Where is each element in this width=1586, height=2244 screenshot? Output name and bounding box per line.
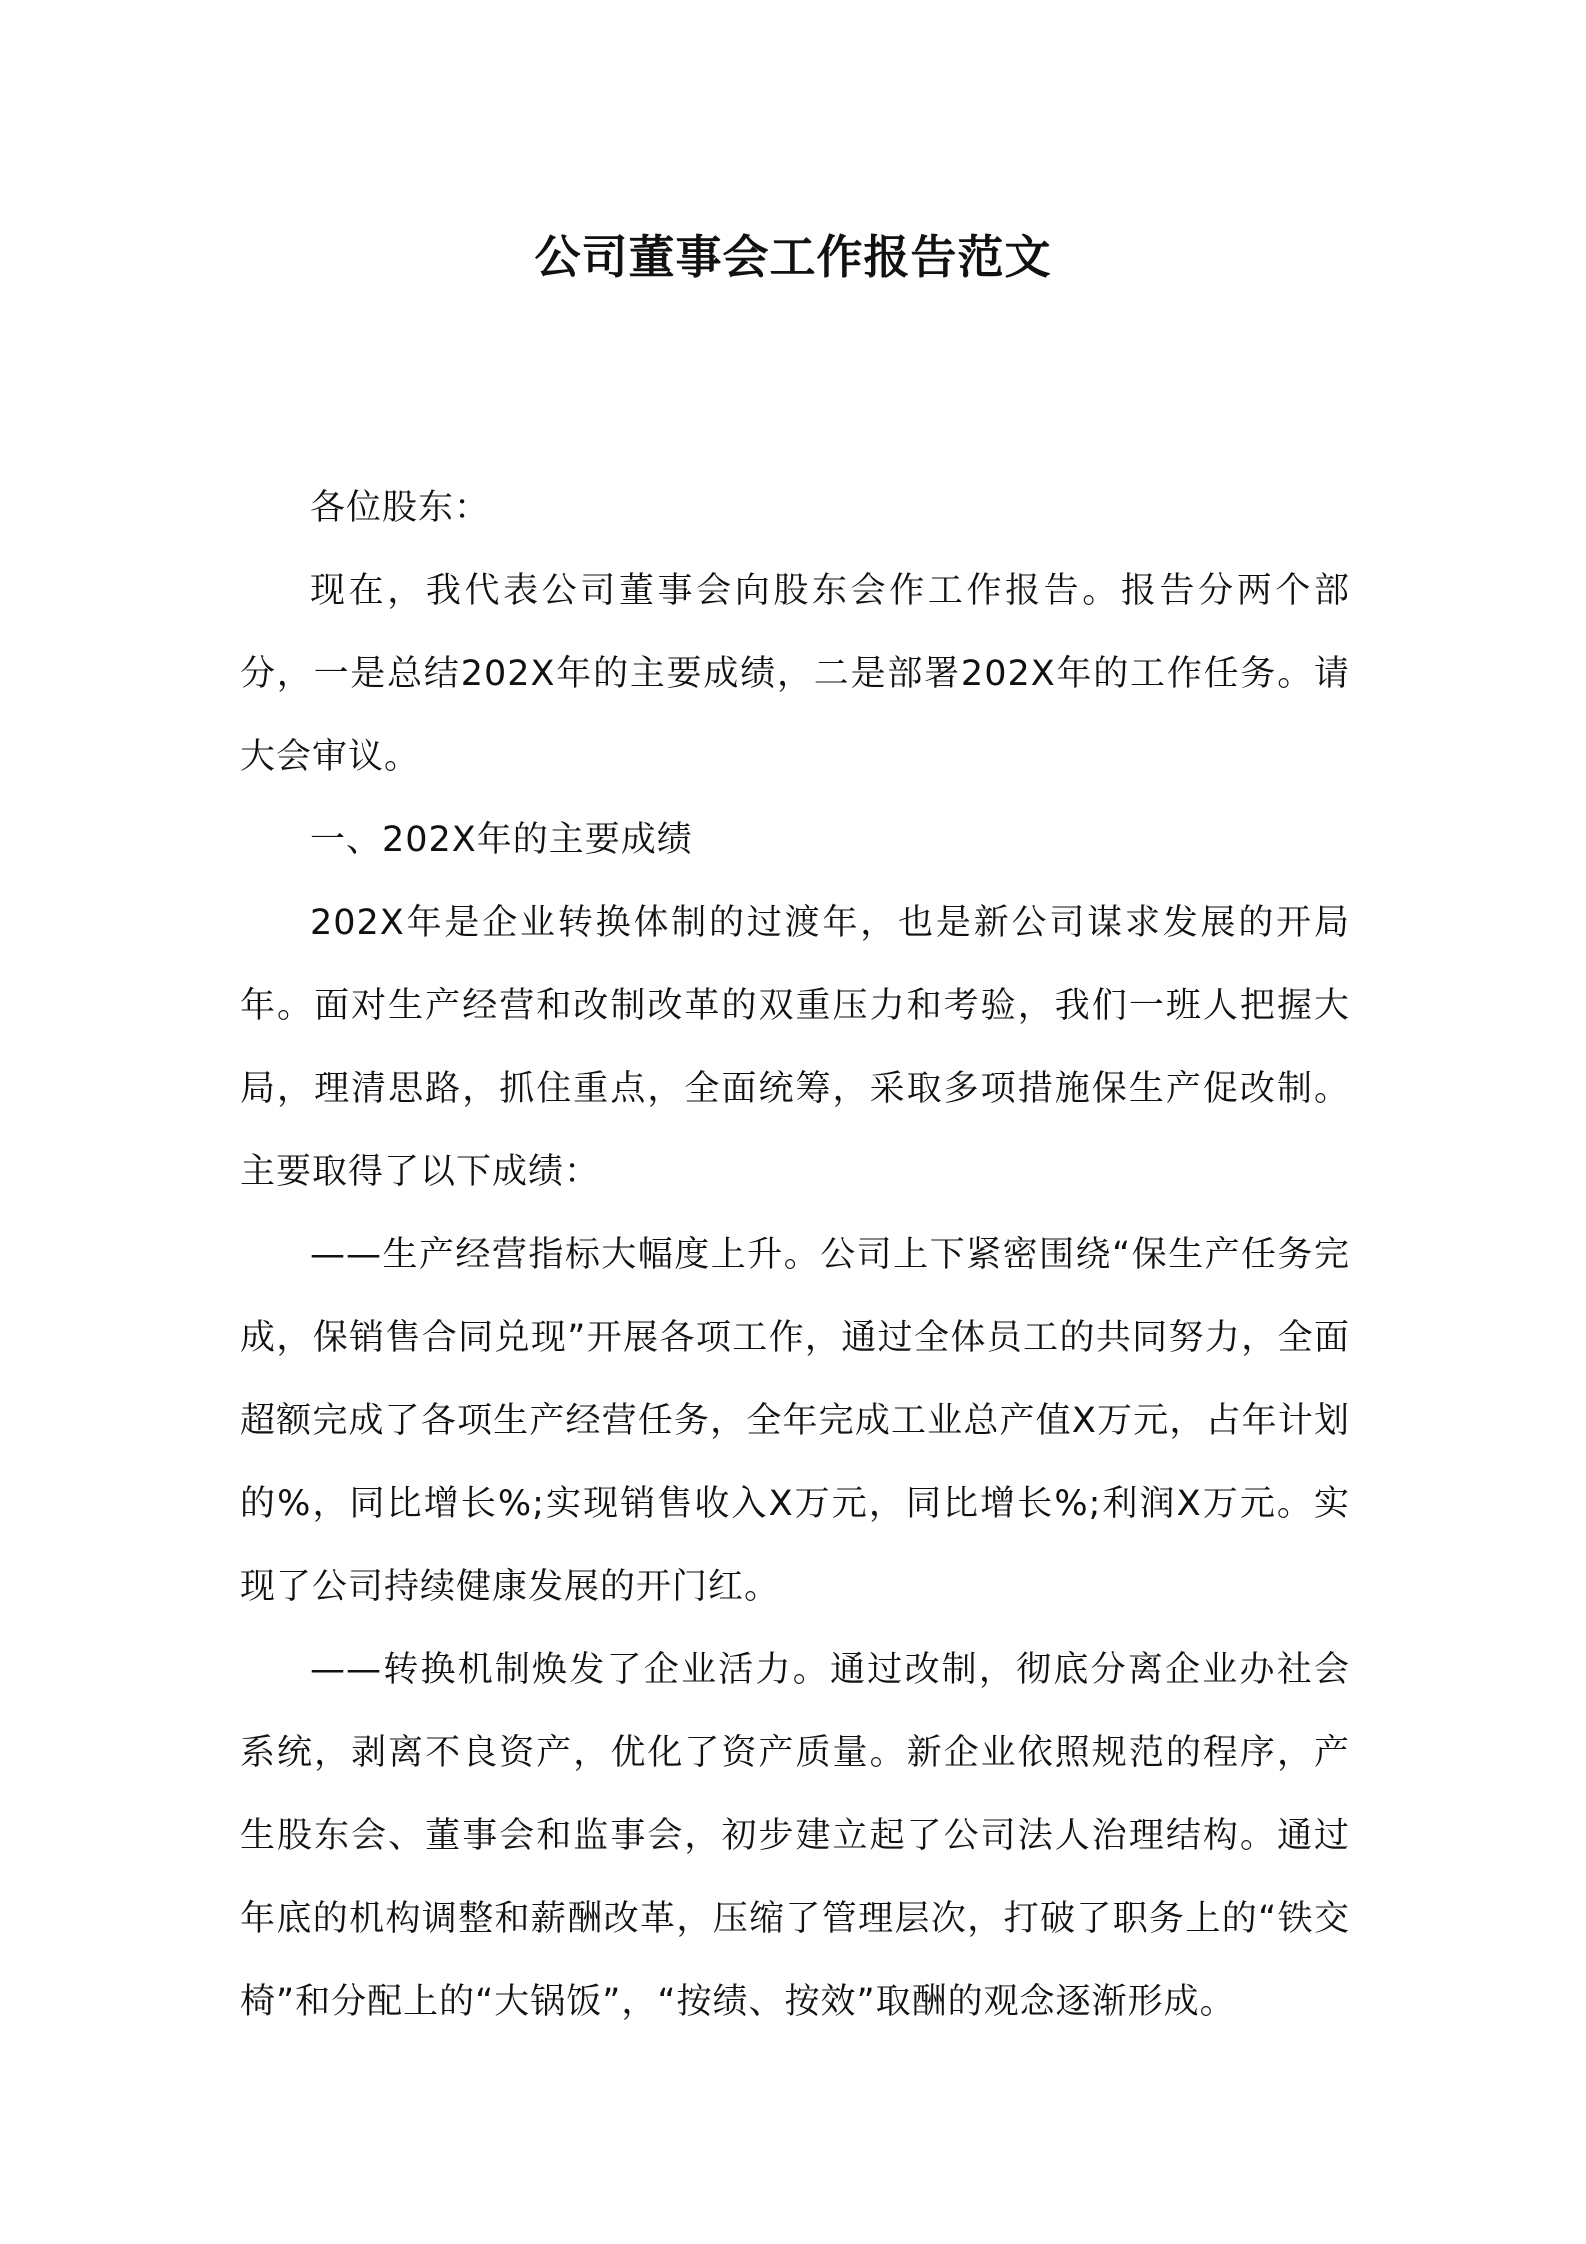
salutation: 各位股东： — [310, 488, 491, 528]
document-title: 公司董事会工作报告范文 — [534, 230, 1052, 284]
document-body — [240, 467, 1350, 2044]
production-paragraph: ——生产经营指标大幅度上升。公司上下紧密围绕“保生产任务完成，保销售合同兑现”开展各项工作，通过全体员工的共同努力，全面超额完成了各项生产经营任务，全年完成工业总产值X万元，占年计划的%，同比增长%;实现销售收入X万元，同比增长%;利润X万元。实现了公司持续健康发展的开门红。 — [240, 1235, 1350, 1607]
reform-paragraph: ——转换机制焕发了企业活力。通过改制，彻底分离企业办社会系统，剥离不良资产，优化了资产质量。新企业依照规范的程序，产生股东会、董事会和监事会，初步建立起了公司法人治理结构。通过年底的机构调整和薪酬改革，压缩了管理层次，打破了职务上的“铁交椅”和分配上的“大锅饭”，“按绩、按效”取酬的观念逐渐形成。 — [240, 1650, 1350, 2022]
section-heading: 一、202X年的主要成绩 — [310, 820, 693, 860]
overview-paragraph: 202X年是企业转换体制的过渡年，也是新公司谋求发展的开局年。面对生产经营和改制改革的双重压力和考验，我们一班人把握大局，理清思路，抓住重点，全面统筹，采取多项措施保生产促改制。主要取得了以下成绩： — [240, 903, 1350, 1192]
intro-paragraph: 现在，我代表公司董事会向股东会作工作报告。报告分两个部分，一是总结202X年的主要成绩，二是部署202X年的工作任务。请大会审议。 — [240, 571, 1350, 777]
